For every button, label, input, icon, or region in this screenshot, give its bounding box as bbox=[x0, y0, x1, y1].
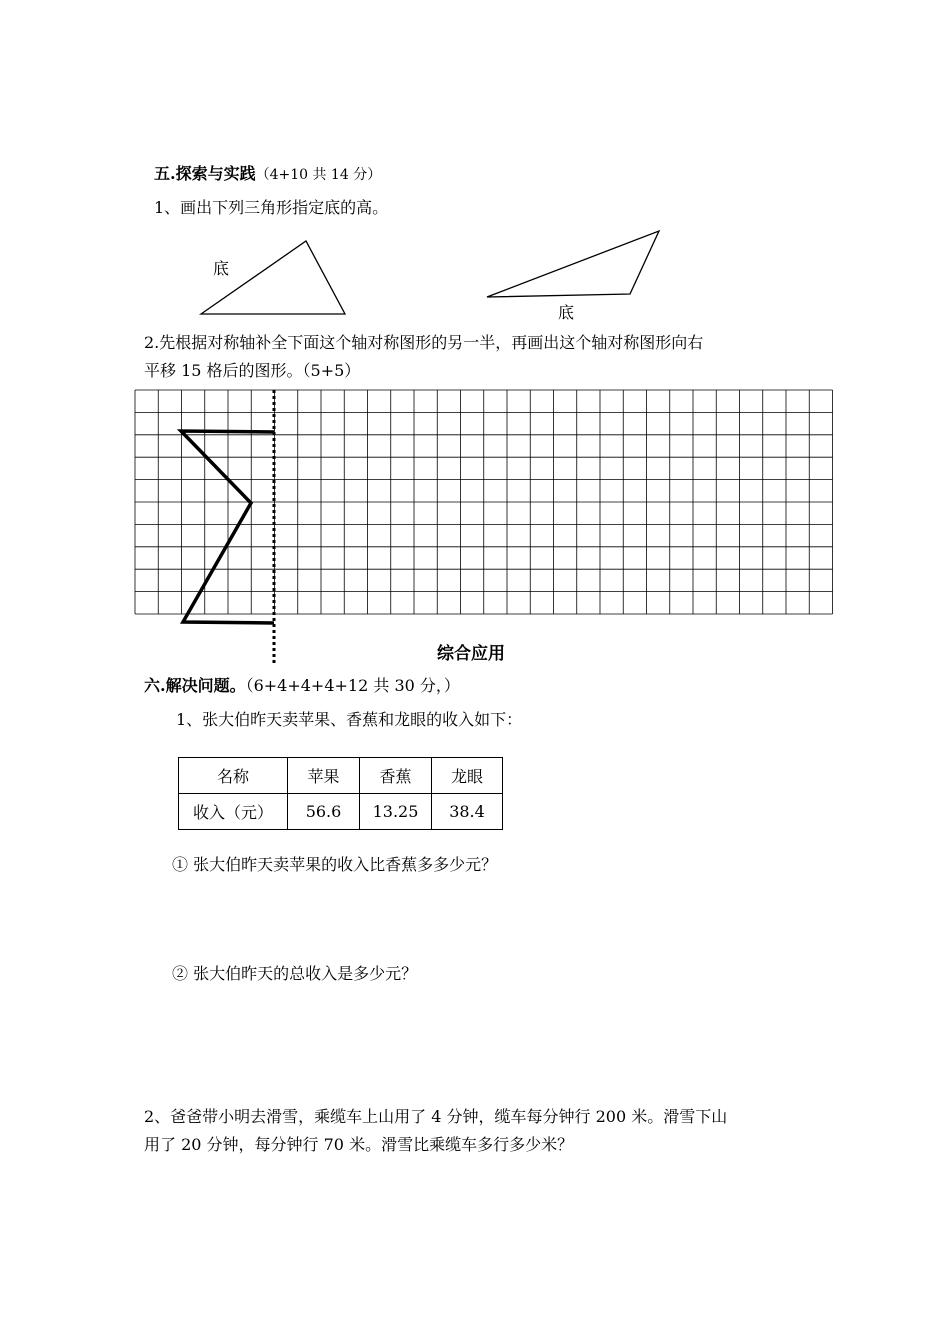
half-figure bbox=[181, 431, 274, 623]
question-6-2-line1: 2、爸爸带小明去滑雪，乘缆车上山用了 4 分钟，缆车每分钟行 200 米。滑雪下山 bbox=[144, 1107, 728, 1126]
section5-title: 五.探索与实践 bbox=[154, 164, 256, 183]
section5-score: （4+10 共 14 分） bbox=[255, 167, 382, 183]
base-label-right: 底 bbox=[558, 303, 575, 322]
question-5-2-line1: 2.先根据对称轴补全下面这个轴对称图形的另一半，再画出这个轴对称图形向右 bbox=[144, 333, 704, 352]
section6-title: 六.解决问题。 bbox=[144, 676, 246, 695]
table-header-cell: 香蕉 bbox=[360, 758, 432, 794]
sub-question-1: ① 张大伯昨天卖苹果的收入比香蕉多多少元？ bbox=[172, 855, 498, 874]
section-banner: 综合应用 bbox=[437, 644, 505, 664]
table-row bbox=[179, 794, 503, 830]
table-header-cell: 龙眼 bbox=[432, 758, 503, 794]
question-5-1: 1、画出下列三角形指定底的高。 bbox=[154, 198, 389, 217]
section6-header bbox=[144, 676, 460, 696]
base-label-left: 底 bbox=[213, 259, 230, 278]
table-header-cell: 名称 bbox=[179, 758, 288, 794]
table-header-cell: 苹果 bbox=[288, 758, 360, 794]
table-cell: 38.4 bbox=[432, 794, 503, 830]
table-cell: 收入（元） bbox=[179, 794, 288, 830]
grid-lines bbox=[135, 390, 833, 614]
income-table bbox=[178, 757, 503, 830]
sub-question-2: ② 张大伯昨天的总收入是多少元？ bbox=[172, 964, 418, 983]
question-6-2-line2: 用了 20 分钟，每分钟行 70 米。滑雪比乘缆车多行多少米？ bbox=[144, 1135, 574, 1154]
table-cell: 56.6 bbox=[288, 794, 360, 830]
section6-score: （6+4+4+4+12 共 30 分，） bbox=[245, 676, 460, 695]
question-5-2-line2: 平移 15 格后的图形。（5+5） bbox=[144, 361, 361, 380]
table-header-row bbox=[179, 758, 503, 794]
question-6-1: 1、张大伯昨天卖苹果、香蕉和龙眼的收入如下： bbox=[176, 710, 523, 729]
table-cell: 13.25 bbox=[360, 794, 432, 830]
